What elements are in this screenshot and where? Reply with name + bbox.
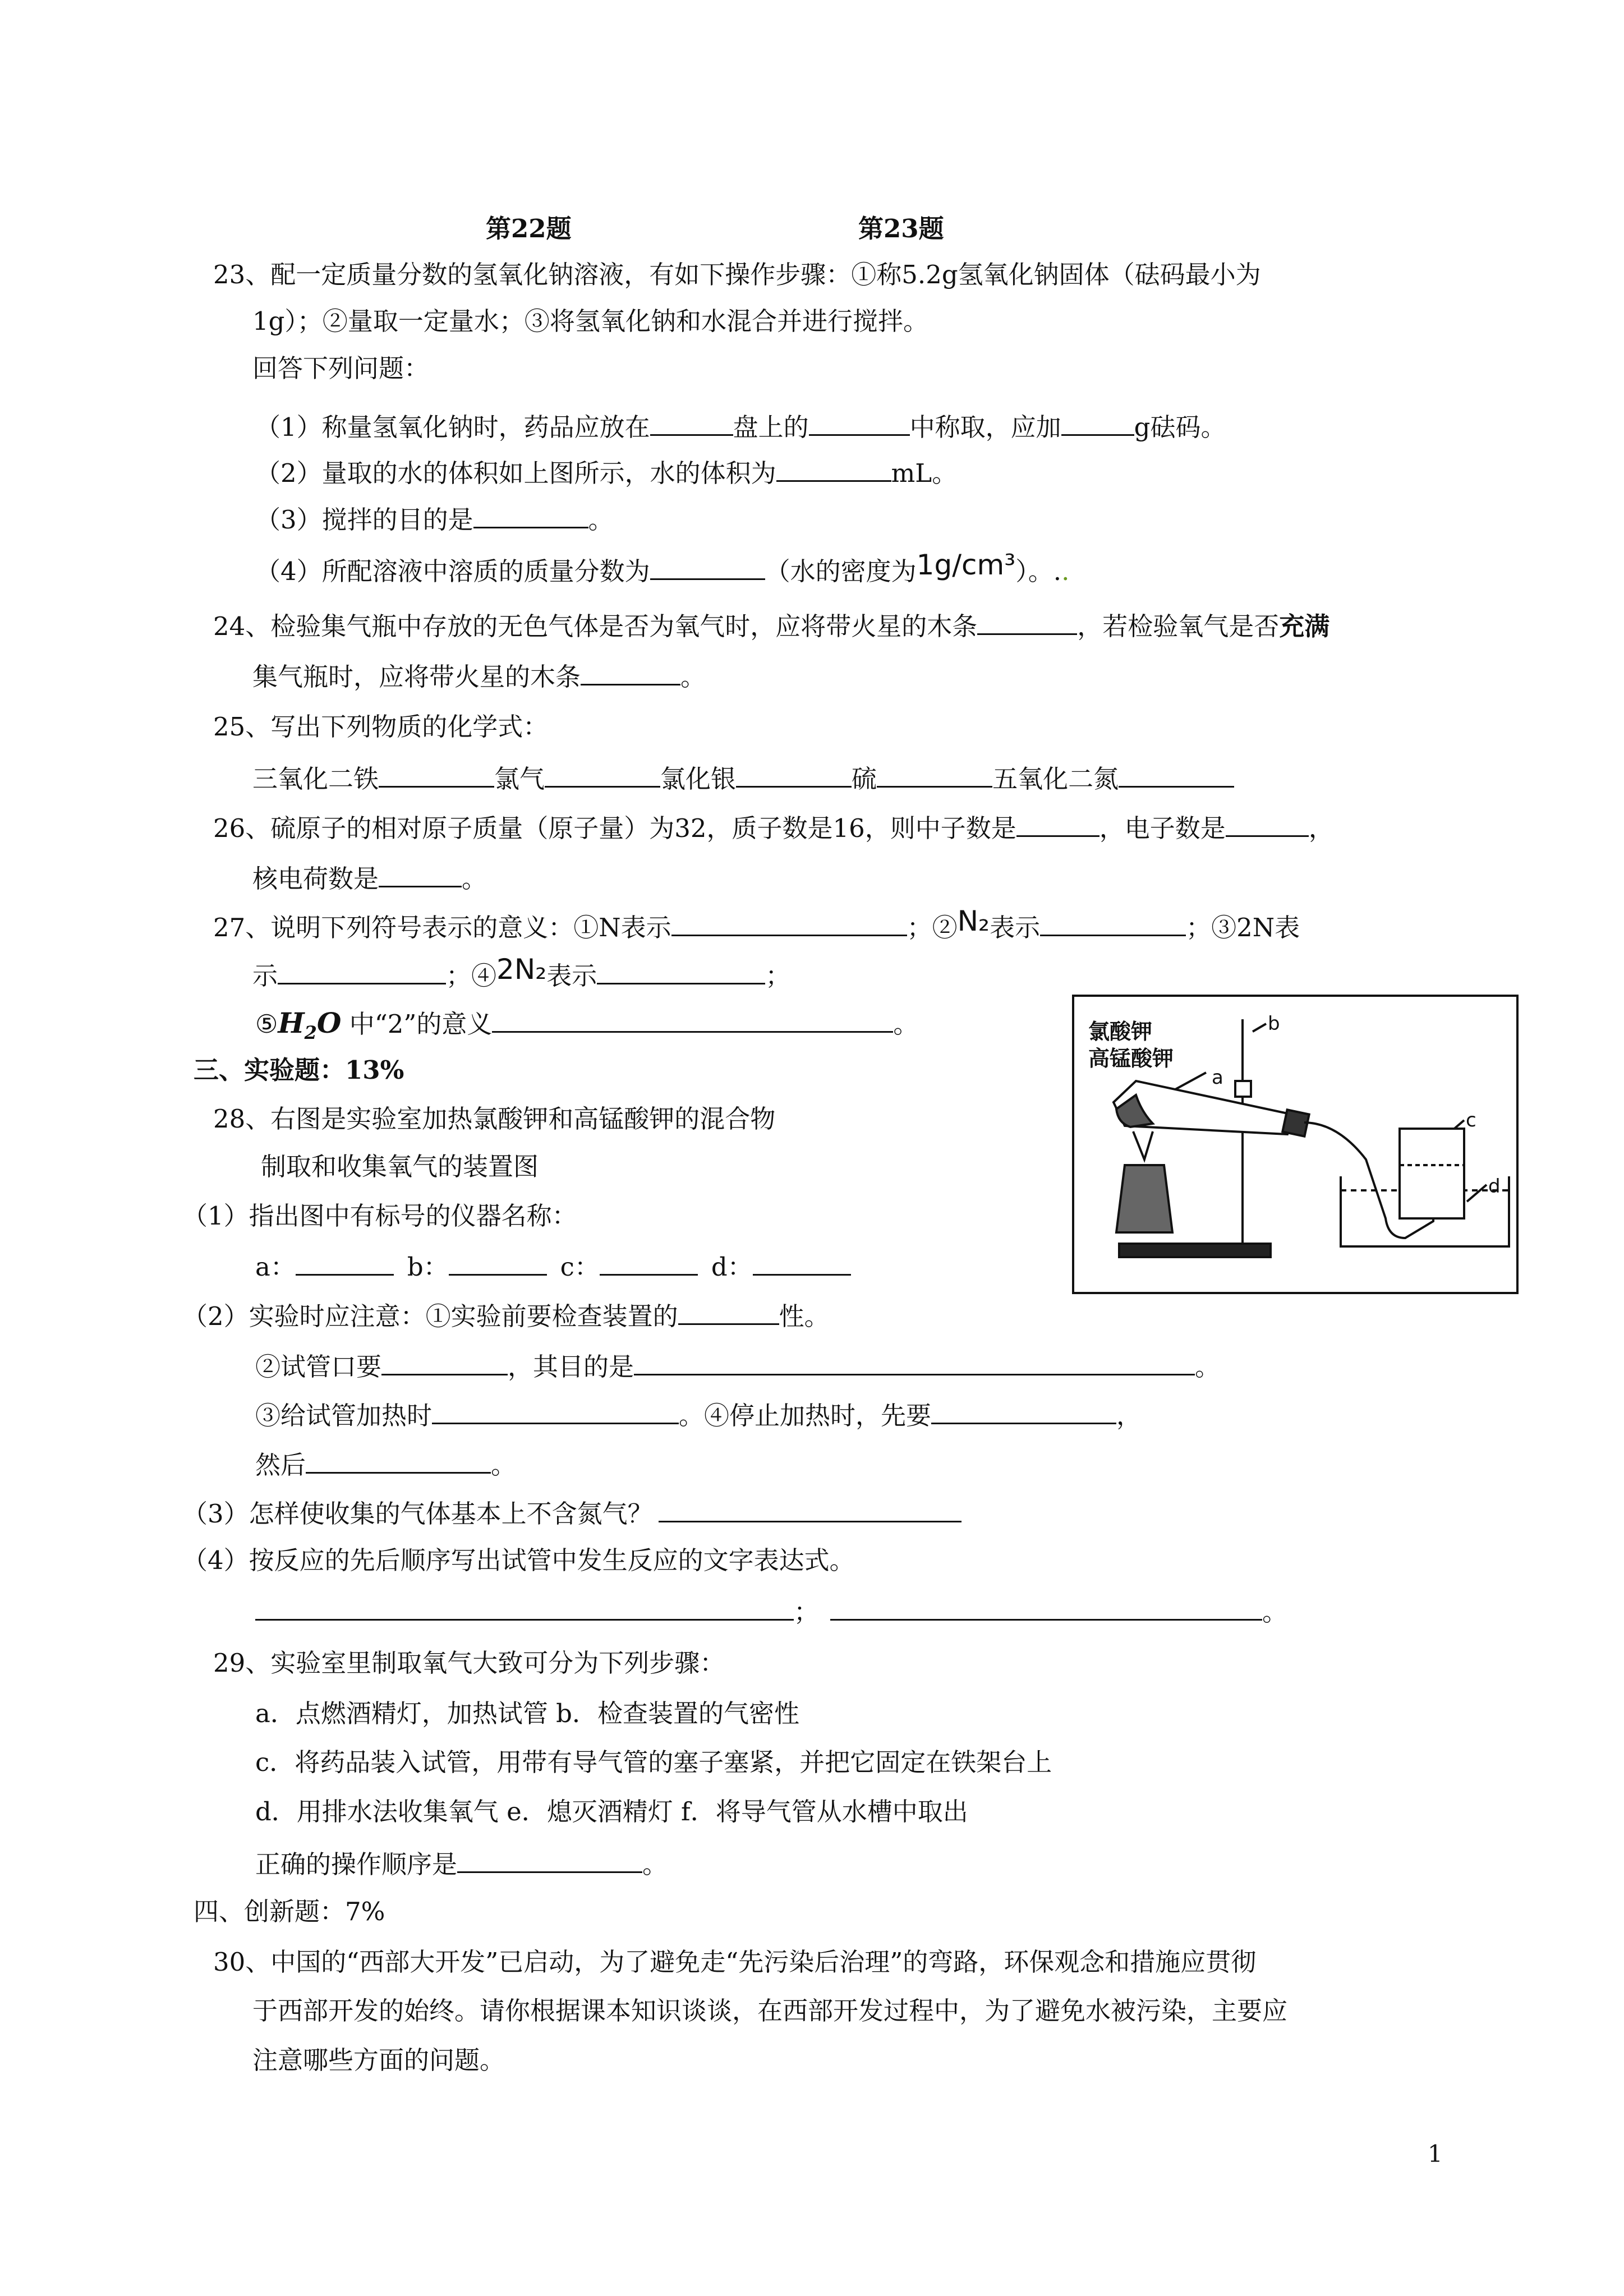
q28-p2-text-h: ， (1116, 1401, 1142, 1430)
leader-line-d (1467, 1185, 1487, 1202)
figure-letter-c: c (1466, 1109, 1476, 1131)
q23-sub1 (255, 408, 1226, 444)
q28-p3-text: （3）怎样使收集的气体基本上不含氮气？ (182, 1499, 653, 1529)
q24-bold-word: 充满 (1279, 611, 1330, 641)
q27-text-c: 表示 (990, 913, 1041, 942)
q29-order-end: 。 (642, 1849, 668, 1879)
q26-line2 (252, 860, 487, 896)
q26-text-d: 核电荷数是 (252, 864, 379, 894)
purpose-blank[interactable] (634, 1348, 1195, 1375)
oxygen-apparatus-figure (1072, 995, 1519, 1294)
q24-text-d: 。 (680, 662, 706, 692)
q27-text-k: 。 (893, 1009, 919, 1039)
container-blank[interactable] (809, 408, 910, 436)
flame (1133, 1131, 1153, 1159)
2n-meaning-blank[interactable] (278, 957, 446, 984)
q28-p2-text-e: 。 (1195, 1352, 1221, 1382)
n2-symbol: N₂ (957, 905, 990, 937)
label-c: c： (560, 1252, 600, 1282)
formula-item-label: 硫 (852, 764, 877, 794)
formula-blank[interactable] (379, 760, 494, 788)
q29-title: 29、实验室里制取氧气大致可分为下列步骤： (213, 1648, 725, 1678)
q26-text-b: ，电子数是 (1099, 813, 1226, 843)
q29-order-text: 正确的操作顺序是 (255, 1849, 458, 1879)
q30-line3: 注意哪些方面的问题。 (252, 2045, 505, 2075)
q23-line3: 回答下列问题： (252, 353, 430, 383)
label-a: a： (255, 1252, 296, 1282)
q23-sub2-text-b: mL。 (891, 458, 958, 488)
q23-sub2 (255, 454, 957, 490)
formula-item-label: 氯气 (494, 764, 545, 794)
mass-fraction-blank[interactable] (650, 553, 765, 580)
q28-line1: 28、右图是实验室加热氯酸钾和高锰酸钾的混合物 (213, 1104, 776, 1134)
q27-text-j: 中“2”的意义 (349, 1009, 493, 1039)
formula-blank[interactable] (877, 760, 992, 788)
formula-item-label: 三氧化二铁 (252, 764, 379, 794)
figure-label-potassium-permanganate: 高锰酸钾 (1088, 1046, 1174, 1071)
figure-letter-a: a (1212, 1066, 1223, 1089)
q27-text-e: 示 (252, 961, 278, 991)
q28-p2-text-d: ，其目的是 (508, 1352, 634, 1382)
q26-text-e: 。 (462, 864, 487, 894)
q28-p2-text-g: 。④停止加热时，先要 (679, 1401, 932, 1430)
apparatus-a-blank[interactable] (296, 1248, 394, 1276)
q28-equations (255, 1593, 1287, 1629)
q24-text-c: 集气瓶时，应将带火星的木条 (252, 662, 581, 692)
q28-part1: （1）指出图中有标号的仪器名称： (182, 1201, 577, 1231)
q28-p4-end: 。 (1262, 1597, 1288, 1627)
clamp-top (1235, 1081, 1251, 1097)
q23-sub4-text-a: （4）所配溶液中溶质的质量分数为 (255, 556, 650, 586)
q23-sub1-text-b: 盘上的 (733, 412, 809, 442)
q27-line3 (255, 1005, 918, 1050)
n2-meaning-blank[interactable] (1040, 909, 1186, 936)
density-unit: 1g/cm³ (916, 549, 1016, 581)
apparatus-c-blank[interactable] (600, 1248, 698, 1276)
q28-part2-2 (255, 1348, 1220, 1384)
q24-text-b: ，若检验氧气是否 (1077, 611, 1280, 641)
q24-line2 (252, 658, 706, 694)
q28-p2-text-i: 然后 (255, 1450, 306, 1480)
pan-blank[interactable] (650, 408, 733, 436)
apparatus-d-blank[interactable] (753, 1248, 851, 1276)
nuclear-charge-blank[interactable] (379, 860, 462, 887)
2n2-meaning-blank[interactable] (597, 957, 765, 984)
electron-blank[interactable] (1226, 809, 1309, 837)
leader-line-a (1175, 1073, 1206, 1089)
figure-letter-b: b (1268, 1013, 1280, 1035)
q23-line2: 1g）；②量取一定量水；③将氢氧化钠和水混合并进行搅拌。 (252, 306, 928, 336)
section-4-heading: 四、创新题：7% (194, 1897, 385, 1926)
leader-line-b (1253, 1024, 1266, 1032)
q24-text-a: 24、检验集气瓶中存放的无色气体是否为氧气时，应将带火星的木条 (213, 611, 978, 641)
q29-step-c: c．将药品装入试管，用带有导气管的塞子塞紧，并把它固定在铁架台上 (255, 1747, 1052, 1777)
q29-step-ab: a．点燃酒精灯，加热试管 b．检查装置的气密性 (255, 1699, 799, 1728)
q28-part2-3 (255, 1397, 1142, 1433)
q23-sub4-text-b: （水的密度为 (765, 556, 917, 586)
q28-p2-text-b: 性。 (779, 1301, 830, 1331)
q26-text-c: ， (1308, 813, 1334, 843)
q23-sub2-text-a: （2）量取的水的体积如上图所示，水的体积为 (255, 458, 776, 488)
formula-blank[interactable] (545, 760, 660, 788)
figure-letter-d: d (1488, 1175, 1501, 1198)
q28-part4: （4）按反应的先后顺序写出试管中发生反应的文字表达式。 (182, 1545, 855, 1575)
stirring-purpose-blank[interactable] (473, 501, 588, 528)
page-number: 1 (1428, 2140, 1443, 2168)
section-3-heading: 三、实验题：13% (194, 1055, 404, 1085)
q23-sub3 (255, 501, 614, 537)
weight-blank[interactable] (1061, 408, 1134, 436)
label-b: b： (407, 1252, 449, 1282)
formula-item-label: 五氧化二氮 (992, 764, 1119, 794)
q24-line1 (213, 608, 1329, 643)
q27-line2 (252, 953, 791, 993)
q28-p2-text-a: （2）实验时应注意：①实验前要检查装置的 (182, 1301, 678, 1331)
q26-text-a: 26、硫原子的相对原子质量（原子量）为32，质子数是16，则中子数是 (213, 813, 1016, 843)
q27-text-i: ⑤ (255, 1009, 278, 1039)
2n2-symbol: 2N₂ (496, 953, 547, 986)
q28-apparatus-names (255, 1248, 851, 1284)
stray-dot: . (1061, 556, 1070, 586)
neutron-blank[interactable] (1016, 809, 1099, 837)
q22-caption: 第22题 (486, 214, 572, 243)
airtightness-blank[interactable] (678, 1297, 779, 1325)
equation-1-blank[interactable] (255, 1593, 794, 1621)
q25-items (252, 760, 1234, 796)
q25-title: 25、写出下列物质的化学式： (213, 712, 549, 742)
q27-text-b: ；② (907, 913, 958, 942)
apparatus-drawing (1074, 997, 1516, 1292)
h2o-meaning-blank[interactable] (492, 1005, 893, 1033)
q27-text-d: ；③2N表 (1186, 913, 1300, 942)
formula-blank[interactable] (1119, 760, 1234, 788)
equation-2-blank[interactable] (830, 1593, 1262, 1621)
q30-line1: 30、中国的“西部大开发”已启动，为了避免走“先污染后治理”的弯路，环保观念和措施应贯彻 (213, 1947, 1257, 1977)
q28-p2-text-f: ③给试管加热时 (255, 1401, 433, 1430)
gas-jar (1400, 1129, 1464, 1218)
full-test-blank[interactable] (581, 658, 680, 685)
operation-order-blank[interactable] (457, 1846, 642, 1873)
q23-sub4 (255, 549, 1070, 588)
tube-mouth-blank[interactable] (381, 1348, 508, 1375)
q23-sub1-text-d: g砝码。 (1134, 412, 1226, 442)
q28-p2-text-j: 。 (491, 1450, 517, 1480)
formula-item-label: 氯化银 (660, 764, 737, 794)
q23-sub3-text-a: （3）搅拌的目的是 (255, 505, 473, 535)
q27-text-h: ； (765, 961, 791, 991)
formula-blank[interactable] (736, 760, 852, 788)
h2o-formula: $H_2O$ (278, 1006, 342, 1043)
q30-line2: 于西部开发的始终。请你根据课本知识谈谈，在西部开发过程中，为了避免水被污染，主要应 (252, 1996, 1288, 2026)
stop-first-blank[interactable] (931, 1397, 1116, 1424)
apparatus-b-blank[interactable] (449, 1248, 547, 1276)
no-nitrogen-blank[interactable] (659, 1495, 961, 1522)
q27-line1 (213, 905, 1300, 945)
q27-text-f: ；④ (446, 961, 497, 991)
q27-text-a: 27、说明下列符号表示的意义：①N表示 (213, 913, 671, 942)
q28-part2 (182, 1297, 830, 1333)
q23-sub1-text-c: 中称取，应加 (909, 412, 1061, 442)
q28-line2: 制取和收集氧气的装置图 (261, 1152, 539, 1181)
q28-p4-sep: ； (794, 1597, 820, 1627)
q27-text-g: 表示 (546, 961, 597, 991)
q29-step-def: d．用排水法收集氧气 e．熄灭酒精灯 f．将导气管从水槽中取出 (255, 1797, 968, 1826)
water-volume-blank[interactable] (776, 454, 891, 482)
stop-then-blank[interactable] (306, 1446, 491, 1474)
q23-sub3-text-b: 。 (588, 505, 614, 535)
n-meaning-blank[interactable] (671, 909, 907, 936)
q28-part3 (182, 1495, 961, 1531)
q29-order (255, 1846, 668, 1881)
label-d: d： (711, 1252, 753, 1282)
q26-line1 (213, 809, 1334, 845)
q23-caption: 第23题 (858, 214, 944, 243)
spirit-lamp (1116, 1165, 1172, 1232)
figure-label-potassium-chlorate: 氯酸钾 (1088, 1019, 1153, 1044)
splint-test-blank[interactable] (977, 608, 1077, 635)
q23-sub4-text-c: ）。. (1015, 556, 1062, 586)
heating-blank[interactable] (432, 1397, 679, 1424)
stand-base (1119, 1244, 1271, 1257)
q23-line1: 23、配一定质量分数的氢氧化钠溶液，有如下操作步骤：①称5.2g氢氧化钠固体（砝码最小为 (213, 260, 1261, 289)
q28-part2-4 (255, 1446, 516, 1482)
q23-sub1-text-a: （1）称量氢氧化钠时，药品应放在 (255, 412, 650, 442)
q28-p2-text-c: ②试管口要 (255, 1352, 382, 1382)
